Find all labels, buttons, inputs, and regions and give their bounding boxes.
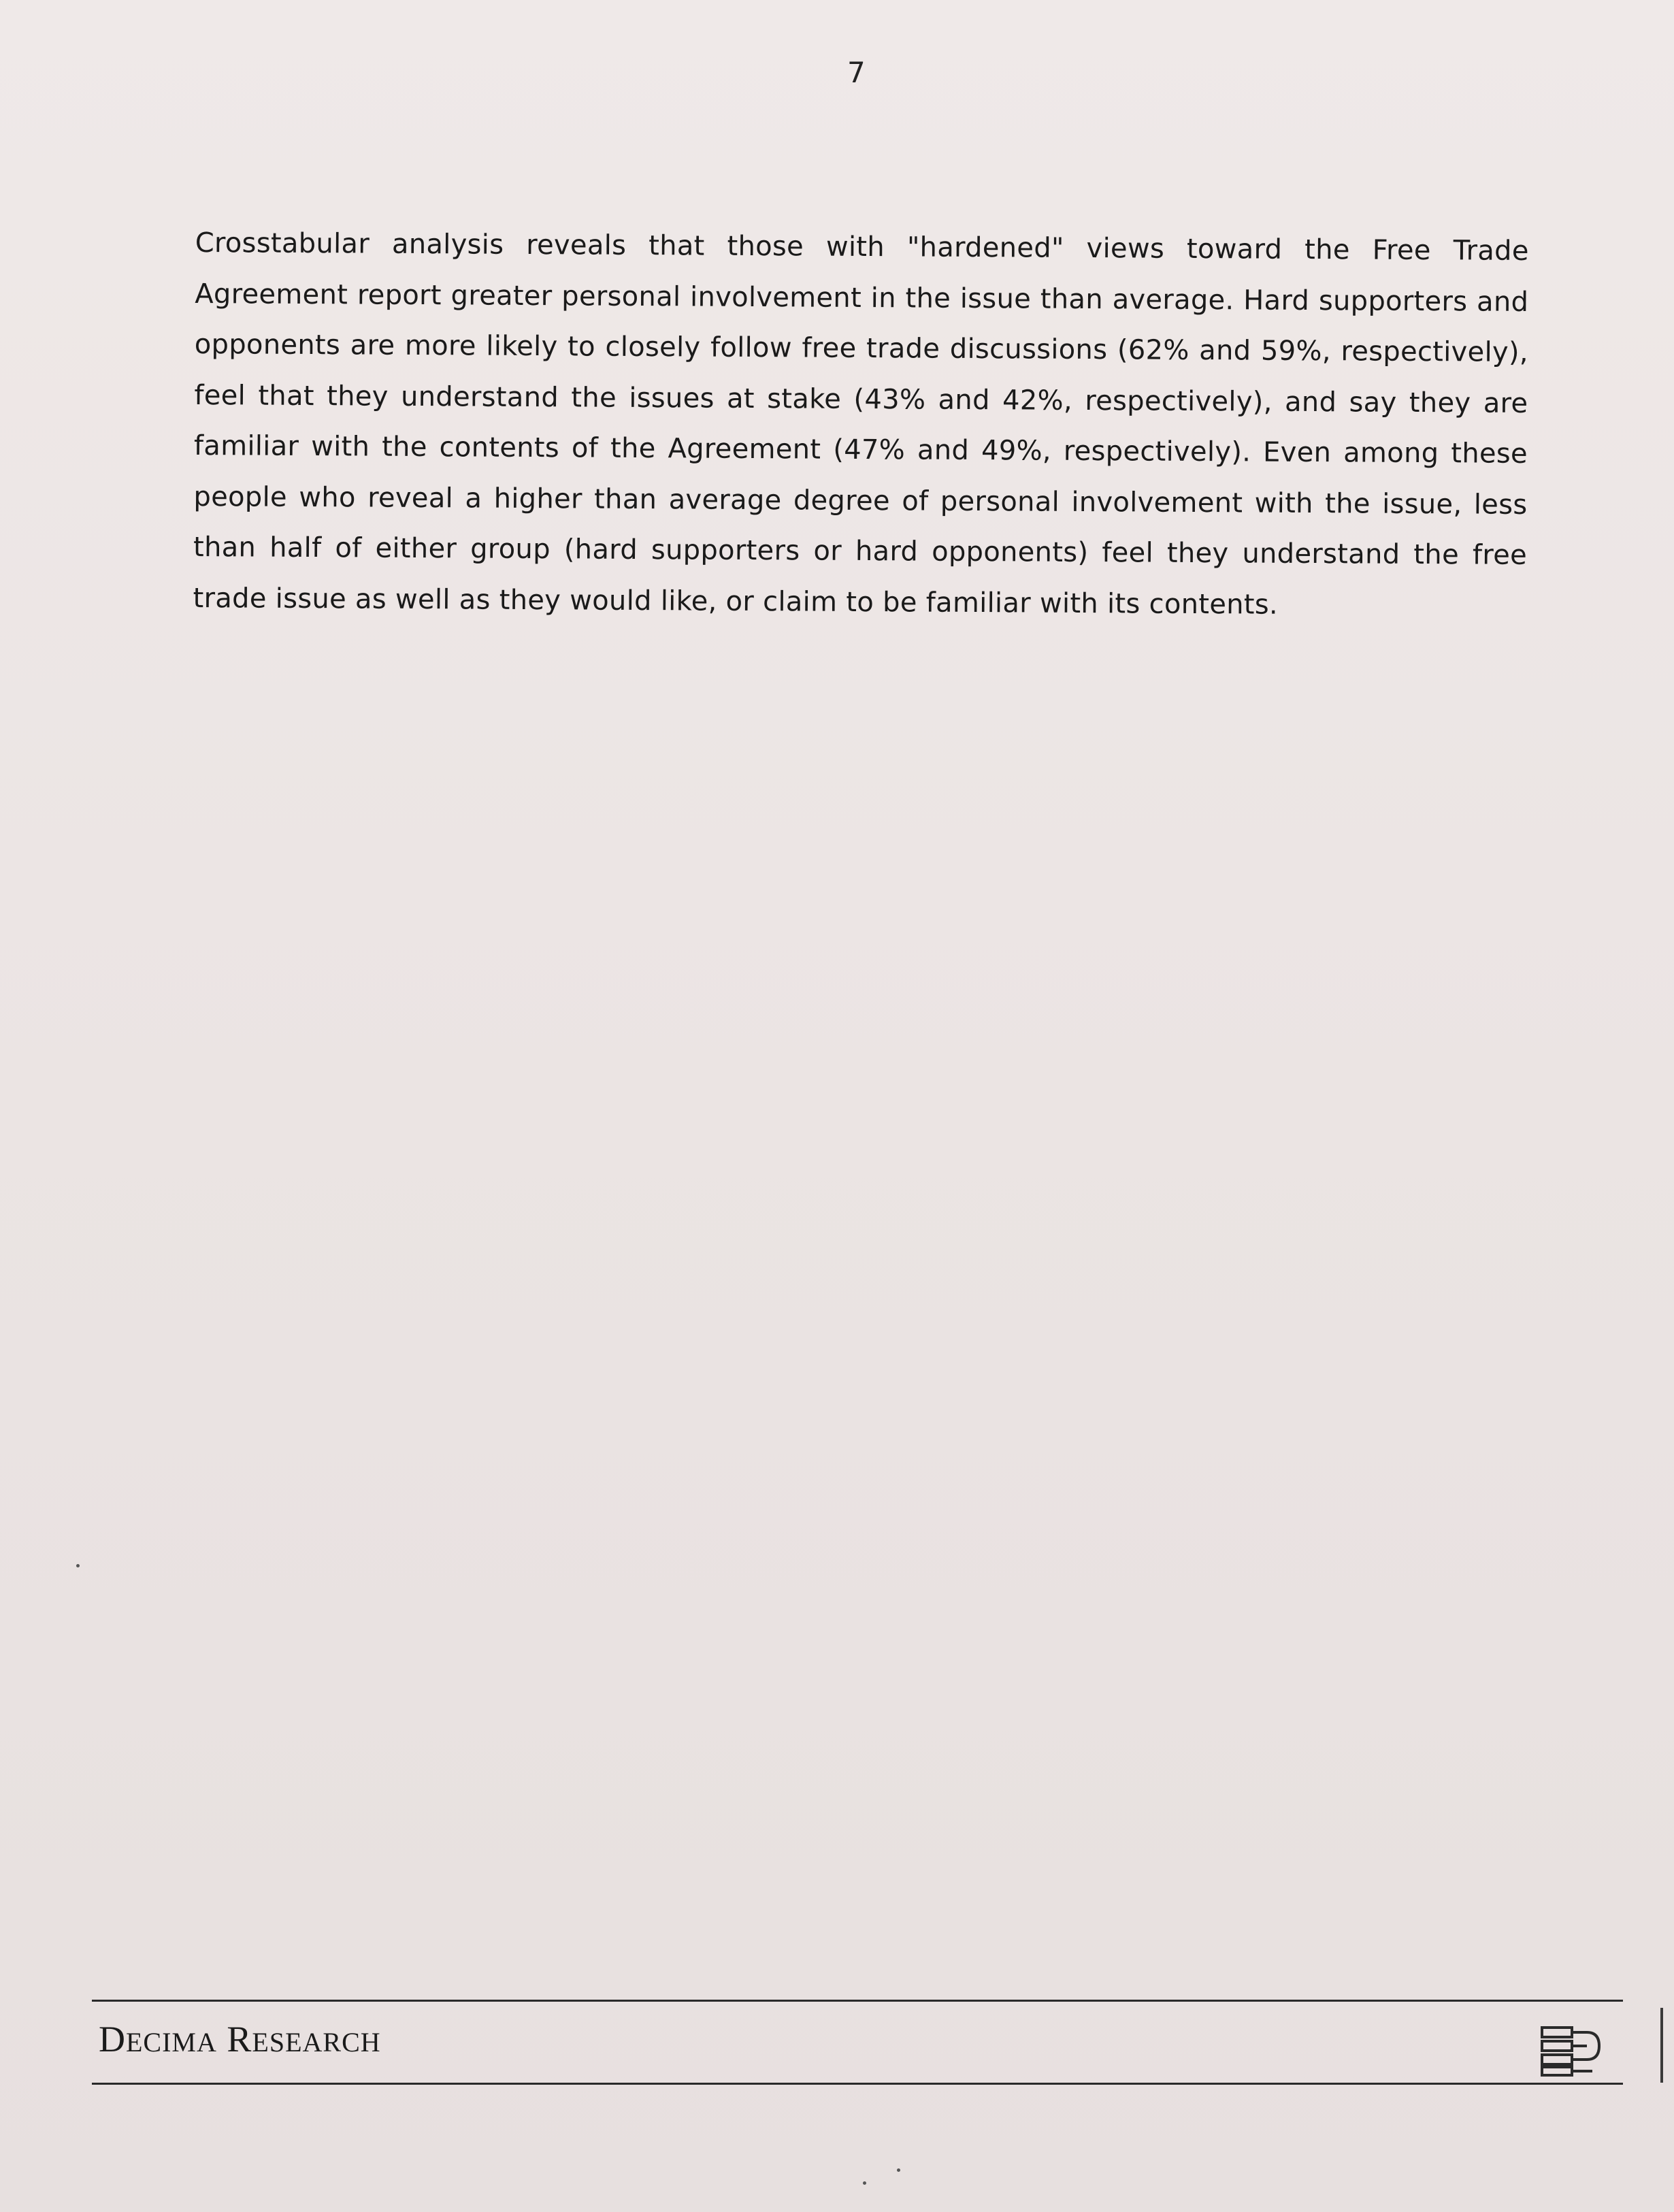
footer-rule-bottom bbox=[92, 2083, 1623, 2085]
brand-rest-2: ESEARCH bbox=[252, 2027, 381, 2058]
brand-initial-2: R bbox=[227, 2019, 252, 2060]
brand-wordmark bbox=[99, 2018, 381, 2060]
page-edge-mark bbox=[1660, 2008, 1663, 2083]
speck bbox=[76, 1564, 80, 1567]
footer-rule-top bbox=[92, 2000, 1623, 2002]
brand-initial-1: D bbox=[99, 2019, 126, 2060]
bleed-through-decoration bbox=[204, 721, 213, 772]
body-paragraph: Crosstabular analysis reveals that those with "hardened" views toward the Free Trade Agreement report greater personal involvement in the issue than average. Hard supporters and opponents are more likely to closely follow free trade discussions (62% and 59%, respectively), feel that they understand the issues at stake (43% and 42%, respectively), and say they are familiar with the contents of the Agreement (47% and 49%, respectively). Even among these people who reveal a higher than average degree of personal involvement with the issue, less than half of either group (hard supporters or hard opponents) feel they understand the free trade issue as well as they would like, or claim to be familiar with its contents. bbox=[193, 227, 1529, 621]
speck bbox=[897, 2168, 900, 2172]
decima-logo-icon bbox=[1539, 2025, 1606, 2078]
brand-rest-1: ECIMA bbox=[126, 2027, 217, 2058]
page-number: 7 bbox=[847, 56, 866, 89]
speck bbox=[863, 2181, 866, 2185]
